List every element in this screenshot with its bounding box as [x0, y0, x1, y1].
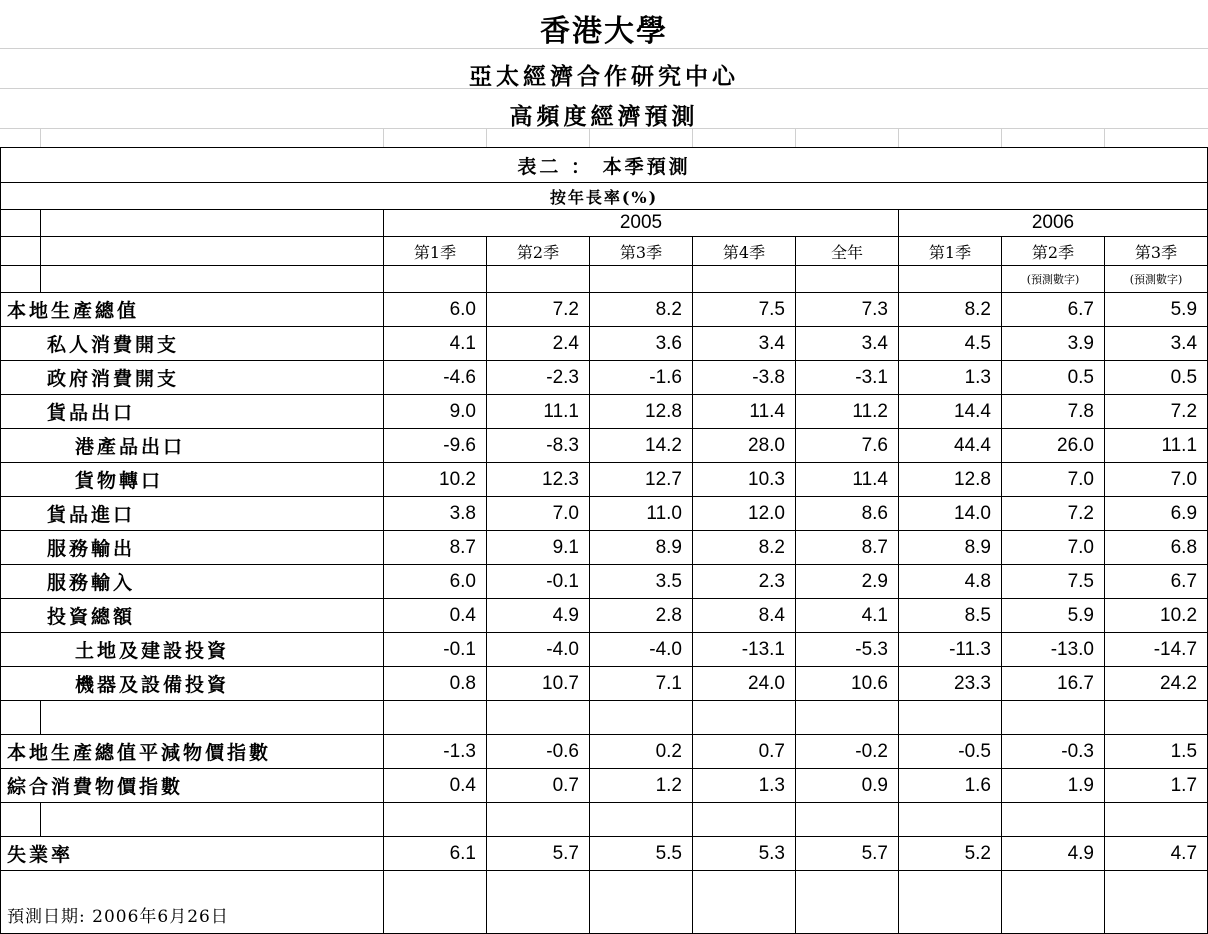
value-cell: -8.3: [487, 429, 590, 463]
blank-cell: [1105, 803, 1208, 837]
value-cell: -13.0: [1002, 633, 1105, 667]
value-cell: 4.1: [384, 327, 487, 361]
column-header: 第2季: [487, 237, 590, 266]
blank-cell: [899, 803, 1002, 837]
value-cell: 26.0: [1002, 429, 1105, 463]
value-cell: 4.8: [899, 565, 1002, 599]
value-cell: 0.7: [487, 769, 590, 803]
blank-cell: [1, 266, 41, 293]
value-cell: 0.8: [384, 667, 487, 701]
value-cell: 7.1: [590, 667, 693, 701]
value-cell: 6.1: [384, 837, 487, 871]
blank-cell: [590, 871, 693, 934]
value-cell: 8.7: [796, 531, 899, 565]
value-cell: 1.9: [1002, 769, 1105, 803]
table-row: [1, 395, 1208, 429]
grid-line: [898, 128, 899, 148]
grid-line: [486, 128, 487, 148]
value-cell: 1.3: [693, 769, 796, 803]
value-cell: 0.5: [1105, 361, 1208, 395]
value-cell: 5.5: [590, 837, 693, 871]
blank-cell: [693, 803, 796, 837]
value-cell: 3.4: [693, 327, 796, 361]
value-cell: 23.3: [899, 667, 1002, 701]
value-cell: 8.9: [899, 531, 1002, 565]
value-cell: 7.0: [487, 497, 590, 531]
value-cell: 5.9: [1002, 599, 1105, 633]
value-cell: -13.1: [693, 633, 796, 667]
blank-cell: [41, 210, 384, 237]
table-row: [1, 361, 1208, 395]
value-cell: -11.3: [899, 633, 1002, 667]
blank-row: [1, 701, 1208, 735]
value-cell: 10.7: [487, 667, 590, 701]
value-cell: 12.3: [487, 463, 590, 497]
value-cell: 7.6: [796, 429, 899, 463]
value-cell: 3.9: [1002, 327, 1105, 361]
table-row: [1, 837, 1208, 871]
value-cell: 0.4: [384, 769, 487, 803]
table-row: [1, 633, 1208, 667]
value-cell: 7.2: [487, 293, 590, 327]
value-cell: 8.4: [693, 599, 796, 633]
value-cell: 24.0: [693, 667, 796, 701]
value-cell: 11.1: [487, 395, 590, 429]
value-cell: 9.1: [487, 531, 590, 565]
blank-cell: [487, 803, 590, 837]
row-label: 本地生產總值: [1, 293, 384, 327]
footer-row: [1, 871, 1208, 934]
value-cell: -3.1: [796, 361, 899, 395]
row-label: 投資總額: [1, 599, 384, 633]
value-cell: 44.4: [899, 429, 1002, 463]
column-note: [796, 266, 899, 293]
value-cell: 0.2: [590, 735, 693, 769]
value-cell: 12.8: [899, 463, 1002, 497]
value-cell: 11.4: [796, 463, 899, 497]
table-row: [1, 293, 1208, 327]
table-row: [1, 429, 1208, 463]
value-cell: 1.3: [899, 361, 1002, 395]
value-cell: -2.3: [487, 361, 590, 395]
forecast-date: 預測日期: 2006年6月26日: [1, 871, 384, 934]
value-cell: 7.8: [1002, 395, 1105, 429]
blank-cell: [1002, 871, 1105, 934]
row-label: 機器及設備投資: [1, 667, 384, 701]
value-cell: 8.2: [693, 531, 796, 565]
blank-cell: [1105, 871, 1208, 934]
value-cell: 5.9: [1105, 293, 1208, 327]
value-cell: -0.1: [487, 565, 590, 599]
grid-line: [40, 128, 41, 148]
grid-line: [589, 128, 590, 148]
column-note: [487, 266, 590, 293]
value-cell: 7.0: [1002, 531, 1105, 565]
column-note: (預測數字): [1105, 266, 1208, 293]
value-cell: 2.4: [487, 327, 590, 361]
value-cell: -0.2: [796, 735, 899, 769]
value-cell: 11.2: [796, 395, 899, 429]
value-cell: 14.0: [899, 497, 1002, 531]
blank-cell: [693, 701, 796, 735]
value-cell: -5.3: [796, 633, 899, 667]
value-cell: 3.4: [796, 327, 899, 361]
blank-cell: [796, 701, 899, 735]
value-cell: 7.3: [796, 293, 899, 327]
value-cell: 6.0: [384, 565, 487, 599]
table-row: [1, 599, 1208, 633]
value-cell: -4.0: [590, 633, 693, 667]
blank-cell: [41, 701, 384, 735]
blank-cell: [796, 803, 899, 837]
grid-line: [383, 128, 384, 148]
blank-cell: [41, 266, 384, 293]
table-row: [1, 735, 1208, 769]
value-cell: 12.7: [590, 463, 693, 497]
row-label: 綜合消費物價指數: [1, 769, 384, 803]
value-cell: 7.2: [1105, 395, 1208, 429]
value-cell: 8.9: [590, 531, 693, 565]
value-cell: 10.2: [384, 463, 487, 497]
value-cell: -4.6: [384, 361, 487, 395]
value-cell: 16.7: [1002, 667, 1105, 701]
value-cell: 7.2: [1002, 497, 1105, 531]
row-label: 貨品出口: [1, 395, 384, 429]
blank-cell: [41, 803, 384, 837]
value-cell: 14.2: [590, 429, 693, 463]
grid-line: [795, 128, 796, 148]
forecast-table: [0, 147, 1208, 934]
value-cell: 3.4: [1105, 327, 1208, 361]
table-row: [1, 497, 1208, 531]
blank-cell: [1105, 701, 1208, 735]
year-2005-header: 2005: [384, 210, 899, 237]
blank-cell: [41, 237, 384, 266]
value-cell: 10.2: [1105, 599, 1208, 633]
grid-line: [1104, 128, 1105, 148]
row-label: 服務輸出: [1, 531, 384, 565]
value-cell: 5.7: [796, 837, 899, 871]
value-cell: 4.9: [487, 599, 590, 633]
value-cell: 4.5: [899, 327, 1002, 361]
value-cell: 7.5: [1002, 565, 1105, 599]
value-cell: 8.2: [590, 293, 693, 327]
row-label: 土地及建設投資: [1, 633, 384, 667]
value-cell: 8.2: [899, 293, 1002, 327]
grid-line: [692, 128, 693, 148]
column-note: [590, 266, 693, 293]
blank-row: [1, 803, 1208, 837]
column-header: 第3季: [590, 237, 693, 266]
table-row: [1, 327, 1208, 361]
column-header: 第3季: [1105, 237, 1208, 266]
value-cell: 6.9: [1105, 497, 1208, 531]
value-cell: -4.0: [487, 633, 590, 667]
value-cell: 2.3: [693, 565, 796, 599]
value-cell: 11.0: [590, 497, 693, 531]
row-label: 服務輸入: [1, 565, 384, 599]
blank-cell: [1, 803, 41, 837]
value-cell: 6.8: [1105, 531, 1208, 565]
value-cell: 4.1: [796, 599, 899, 633]
value-cell: 2.8: [590, 599, 693, 633]
table-row: [1, 667, 1208, 701]
row-label: 政府消費開支: [1, 361, 384, 395]
value-cell: 7.5: [693, 293, 796, 327]
value-cell: 1.5: [1105, 735, 1208, 769]
value-cell: -9.6: [384, 429, 487, 463]
table-row: [1, 565, 1208, 599]
value-cell: 11.4: [693, 395, 796, 429]
value-cell: 6.7: [1002, 293, 1105, 327]
value-cell: 8.6: [796, 497, 899, 531]
value-cell: -0.1: [384, 633, 487, 667]
row-label: 失業率: [1, 837, 384, 871]
year-2006-header: 2006: [899, 210, 1208, 237]
row-label: 港產品出口: [1, 429, 384, 463]
value-cell: 3.6: [590, 327, 693, 361]
blank-cell: [487, 701, 590, 735]
value-cell: 3.5: [590, 565, 693, 599]
blank-cell: [384, 701, 487, 735]
value-cell: -1.3: [384, 735, 487, 769]
column-header: 第1季: [384, 237, 487, 266]
value-cell: 1.7: [1105, 769, 1208, 803]
blank-cell: [796, 871, 899, 934]
value-cell: -1.6: [590, 361, 693, 395]
report-title: 高頻度經濟預測: [509, 103, 699, 130]
blank-cell: [899, 871, 1002, 934]
centre-title: 亞太經濟合作研究中心: [469, 63, 739, 90]
value-cell: -0.6: [487, 735, 590, 769]
column-note: [384, 266, 487, 293]
value-cell: 10.3: [693, 463, 796, 497]
value-cell: 2.9: [796, 565, 899, 599]
value-cell: 0.4: [384, 599, 487, 633]
value-cell: 5.3: [693, 837, 796, 871]
table-subtitle: 按年長率(%): [1, 183, 1208, 210]
column-header: 全年: [796, 237, 899, 266]
blank-cell: [384, 803, 487, 837]
value-cell: 0.5: [1002, 361, 1105, 395]
value-cell: -0.5: [899, 735, 1002, 769]
blank-cell: [384, 871, 487, 934]
value-cell: 12.8: [590, 395, 693, 429]
table-row: [1, 769, 1208, 803]
row-label: 貨品進口: [1, 497, 384, 531]
blank-cell: [899, 701, 1002, 735]
blank-cell: [590, 701, 693, 735]
column-note: [693, 266, 796, 293]
value-cell: -0.3: [1002, 735, 1105, 769]
blank-cell: [1, 210, 41, 237]
value-cell: 6.0: [384, 293, 487, 327]
column-header: 第1季: [899, 237, 1002, 266]
blank-cell: [693, 871, 796, 934]
blank-cell: [590, 803, 693, 837]
column-note: (預測數字): [1002, 266, 1105, 293]
table-row: [1, 463, 1208, 497]
value-cell: 11.1: [1105, 429, 1208, 463]
blank-cell: [1, 237, 41, 266]
value-cell: 1.6: [899, 769, 1002, 803]
value-cell: 0.7: [693, 735, 796, 769]
grid-line: [1001, 128, 1002, 148]
value-cell: 7.0: [1105, 463, 1208, 497]
value-cell: -3.8: [693, 361, 796, 395]
blank-cell: [1002, 701, 1105, 735]
row-label: 本地生產總值平減物價指數: [1, 735, 384, 769]
value-cell: 12.0: [693, 497, 796, 531]
value-cell: 14.4: [899, 395, 1002, 429]
value-cell: 24.2: [1105, 667, 1208, 701]
column-header: 第2季: [1002, 237, 1105, 266]
value-cell: 4.9: [1002, 837, 1105, 871]
value-cell: 4.7: [1105, 837, 1208, 871]
column-header: 第4季: [693, 237, 796, 266]
blank-cell: [1, 701, 41, 735]
column-note: [899, 266, 1002, 293]
value-cell: 5.2: [899, 837, 1002, 871]
table-row: [1, 531, 1208, 565]
value-cell: 0.9: [796, 769, 899, 803]
value-cell: 3.8: [384, 497, 487, 531]
value-cell: 1.2: [590, 769, 693, 803]
value-cell: 28.0: [693, 429, 796, 463]
value-cell: 8.7: [384, 531, 487, 565]
value-cell: 7.0: [1002, 463, 1105, 497]
value-cell: 6.7: [1105, 565, 1208, 599]
value-cell: 5.7: [487, 837, 590, 871]
blank-cell: [1002, 803, 1105, 837]
value-cell: 9.0: [384, 395, 487, 429]
value-cell: 10.6: [796, 667, 899, 701]
value-cell: -14.7: [1105, 633, 1208, 667]
row-label: 貨物轉口: [1, 463, 384, 497]
blank-cell: [487, 871, 590, 934]
university-title: 香港大學: [540, 14, 668, 49]
table-title: 表二 ： 本季預測: [1, 148, 1208, 183]
row-label: 私人消費開支: [1, 327, 384, 361]
value-cell: 8.5: [899, 599, 1002, 633]
